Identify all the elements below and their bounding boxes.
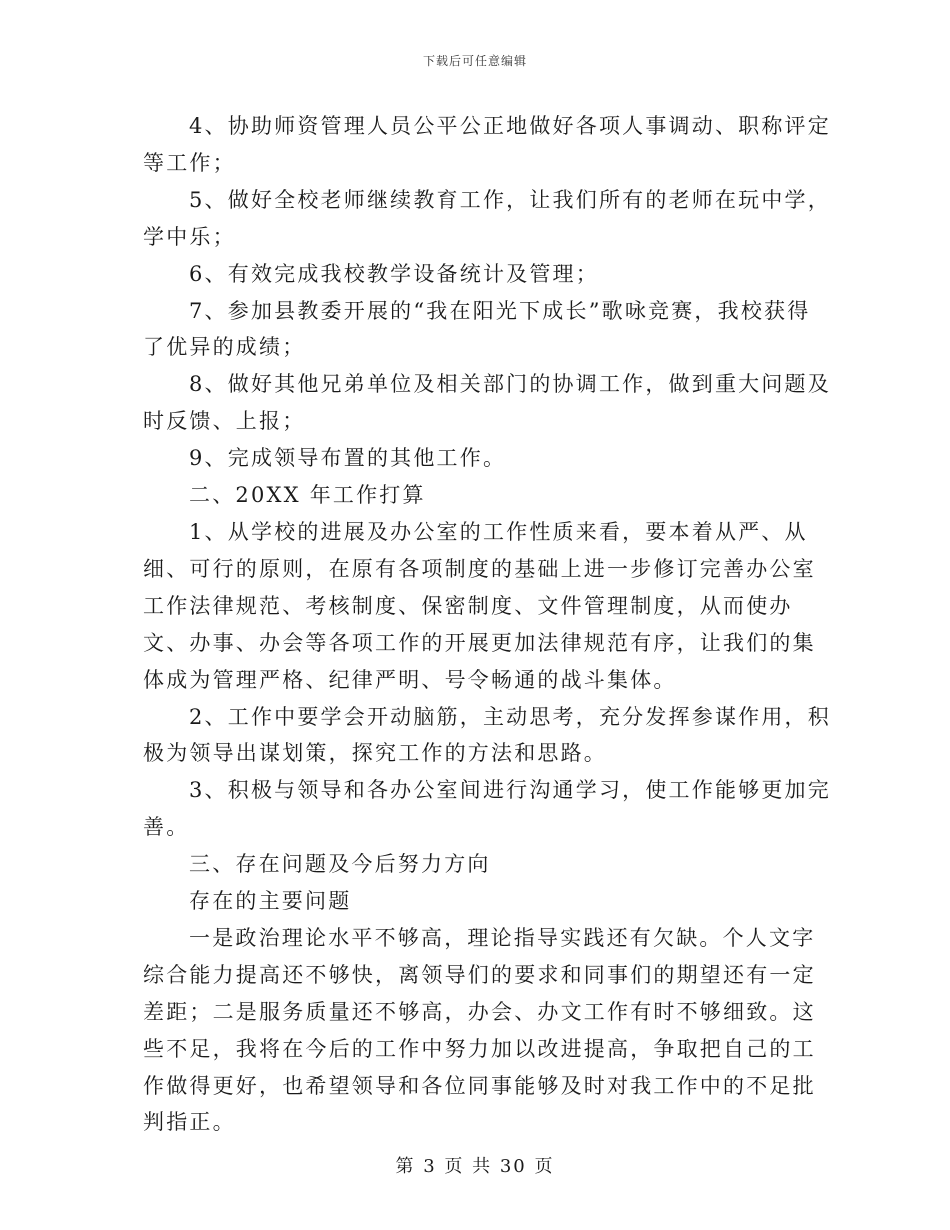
subheading-main-problems: 存在的主要问题 [189, 889, 352, 914]
paragraph-item-4: 4、协助师资管理人员公平公正地做好各项人事调动、职称评定等工作； [143, 114, 831, 175]
section-heading-problems: 三、存在问题及今后努力方向 [189, 852, 491, 877]
paragraph-item-9: 9、完成领导布置的其他工作。 [189, 446, 507, 471]
paragraph-item-6: 6、有效完成我校教学设备统计及管理； [189, 261, 599, 286]
problems-paragraph: 一是政治理论水平不够高，理论指导实践还有欠缺。个人文字综合能力提高还不够快，离领导们的要求和同事们的期望还有一定差距；二是服务质量还不够高，办会、办文工作有时不够细致。这些不足，我将在今后的工作中努力加以改进提高，争取把自己的工作做得更好，也希望领导和各位同事能够及时对我工作中的不足批判指正。 [143, 925, 816, 1135]
plan-item-1: 1、从学校的进展及办公室的工作性质来看，要本着从严、从细、可行的原则，在原有各项制度的基础上进一步修订完善办公室工作法律规范、考核制度、保密制度、文件管理制度，从而使办文、办事、办会等各项工作的开展更加法律规范有序，让我们的集体成为管理严格、纪律严明、号令畅通的战斗集体。 [143, 519, 816, 692]
paragraph-item-8: 8、做好其他兄弟单位及相关部门的协调工作，做到重大问题及时反馈、上报； [143, 372, 831, 434]
page-number-footer: 第 3 页 共 30 页 [395, 1156, 555, 1177]
paragraph-item-7: 7、参加县教委开展的“我在阳光下成长”歌咏竞赛，我校获得了优异的成绩； [143, 298, 811, 360]
page-header-note: 下载后可任意编辑 [422, 54, 527, 68]
section-heading-plan: 二、20XX 年工作打算 [189, 483, 426, 508]
plan-item-3: 3、积极与领导和各办公室间进行沟通学习，使工作能够更加完善。 [143, 778, 831, 840]
document-body [143, 108, 833, 1141]
plan-item-2: 2、工作中要学会开动脑筋，主动思考，充分发挥参谋作用，积极为领导出谋划策，探究工作的方法和思路。 [143, 704, 831, 766]
paragraph-item-5: 5、做好全校老师继续教育工作，让我们所有的老师在玩中学，学中乐； [143, 187, 831, 249]
